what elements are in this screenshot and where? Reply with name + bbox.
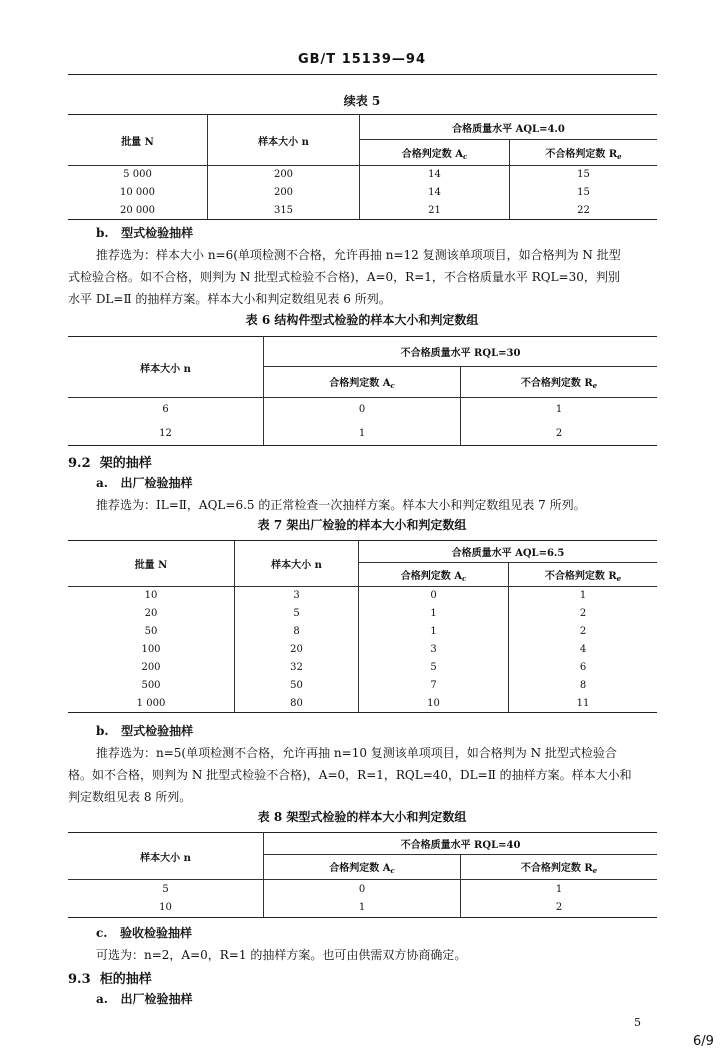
table7-col-sample: 样本大小 n: [235, 541, 359, 587]
table-row: 10 1 2: [68, 899, 657, 918]
table6-col-ac: 合格判定数 $A_c$: [264, 367, 461, 398]
table8-col-ac: 合格判定数 $A_c$: [264, 855, 461, 880]
table5-group-header: 合格质量水平 AQL=4.0: [360, 115, 658, 140]
header-rule: [68, 74, 657, 75]
section-9-3-heading: 9.3 柜的抽样: [68, 972, 152, 987]
section-a-heading: a. 出厂检验抽样: [96, 476, 193, 490]
table-row: 200 32 5 6: [68, 659, 657, 677]
paragraph-b1: 推荐选为：样本大小 n=6(单项检测不合格，允许再抽 n=12 复测该单项项目，如合格判为 N 批型 式检验合格。如不合格，则判为 N 批型式检验不合格)，A=0，R=1，不合格质量水平 RQL=30，判别 水平 DL=Ⅱ 的抽样方案。样本大小和判定数组见表 6 所列。: [68, 248, 621, 306]
table-row: 12 1 2: [68, 422, 657, 446]
table6-caption: 表 6 结构件型式检验的样本大小和判定数组: [245, 313, 479, 327]
table6-col-re: 不合格判定数 $R_e$: [461, 367, 658, 398]
table-row: 20 000 315 21 22: [68, 202, 657, 220]
table-row: 20 5 1 2: [68, 605, 657, 623]
table7: [68, 540, 657, 713]
table7-group-header: 合格质量水平 AQL=6.5: [359, 541, 658, 563]
table6: [68, 336, 657, 446]
paragraph-a: 推荐选为：IL=Ⅱ，AQL=6.5 的正常检查一次抽样方案。样本大小和判定数组见表 7 所列。: [96, 498, 586, 512]
table5-caption: 续表 5: [343, 94, 381, 108]
table-row: 10 3 0 1: [68, 587, 657, 605]
table6-group-header: 不合格质量水平 RQL=30: [264, 337, 658, 367]
table5-col-batch: 批量 N: [68, 115, 208, 166]
table5: [68, 114, 657, 220]
paragraph-b2: 推荐选为：n=5(单项检测不合格，允许再抽 n=10 复测该单项项目，如合格判为 N 批型式检验合 格。如不合格，则判为 N 批型式检验不合格)，A=0，R=1，RQL=40，DL=Ⅱ 的抽样方案。样本大小和 判定数组见表 8 所列。: [68, 746, 632, 804]
table8-col-re: 不合格判定数 $R_e$: [461, 855, 658, 880]
table-row: 500 50 7 8: [68, 677, 657, 695]
table5-col-re: 不合格判定数 $R_e$: [510, 140, 658, 166]
table8-group-header: 不合格质量水平 RQL=40: [264, 833, 658, 855]
table-row: 100 20 3 4: [68, 641, 657, 659]
table5-col-ac: 合格判定数 $A_c$: [360, 140, 510, 166]
table-row: 5 000 200 14 15: [68, 166, 657, 184]
table5-col-sample: 样本大小 n: [208, 115, 360, 166]
table-row: 10 000 200 14 15: [68, 184, 657, 202]
section-b1-heading: b. 型式检验抽样: [96, 226, 194, 240]
table7-col-re: 不合格判定数 $R_e$: [509, 563, 658, 587]
table7-col-batch: 批量 N: [68, 541, 235, 587]
paragraph-c: 可选为：n=2，A=0，R=1 的抽样方案。也可由供需双方协商确定。: [96, 948, 467, 962]
page-number: 5: [634, 1016, 641, 1029]
section-c-heading: c. 验收检验抽样: [96, 926, 193, 940]
table7-col-ac: 合格判定数 $A_c$: [359, 563, 509, 587]
table8: [68, 832, 657, 918]
standard-header: GB/T 15139—94: [297, 52, 427, 67]
table-row: 5 0 1: [68, 880, 657, 899]
table8-col-sample: 样本大小 n: [68, 833, 264, 880]
table-row: 1 000 80 10 11: [68, 695, 657, 713]
page-count: 6/9: [693, 1034, 714, 1049]
section-a2-heading: a. 出厂检验抽样: [96, 992, 193, 1006]
table-row: 6 0 1: [68, 398, 657, 422]
table-row: 50 8 1 2: [68, 623, 657, 641]
table7-caption: 表 7 架出厂检验的样本大小和判定数组: [257, 518, 467, 532]
table6-col-sample: 样本大小 n: [68, 337, 264, 398]
table8-caption: 表 8 架型式检验的样本大小和判定数组: [257, 810, 467, 824]
section-b2-heading: b. 型式检验抽样: [96, 724, 194, 738]
section-9-2-heading: 9.2 架的抽样: [68, 456, 152, 471]
